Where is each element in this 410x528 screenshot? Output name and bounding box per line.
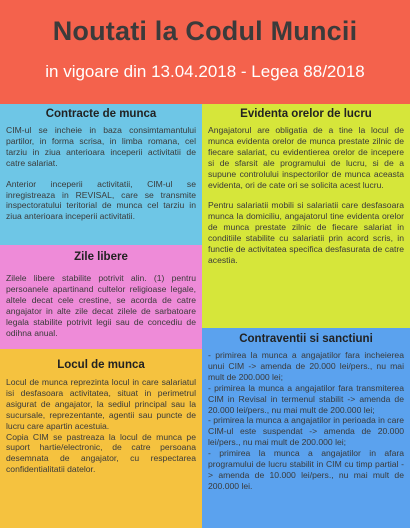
section-contracte	[0, 104, 202, 245]
section-title-evidenta: Evidenta orelor de lucru	[240, 108, 372, 120]
locul-paragraph-1: Locul de munca reprezinta locul in care salariatul isi desfasoara activitatea, situat in perimetrul asigurat de angajator, la sediul principal sau la sucursale, reprezentante, agentii sau puncte de lucru care apartin acestuia.	[6, 377, 196, 431]
section-title-contracte: Contracte de munca	[45, 108, 157, 120]
section-sanctiuni	[202, 328, 410, 528]
page-title: Noutati la Codul Muncii	[52, 16, 358, 46]
contracte-paragraph-1: CIM-ul se incheie in baza consimtamantului partilor, in forma scrisa, in limba romana, cel tarziu in ziua anterioara inceperii activitatii de catre salariat.	[6, 125, 196, 168]
contracte-paragraph-2: Anterior inceperii activitatii, CIM-ul se inregistreaza in REVISAL, care se transmite inspectoratului teritorial de munca cel tarziu in ziua anterioara inceperii activitatii.	[6, 178, 196, 222]
section-title-sanctiuni: Contraventii si sanctiuni	[239, 333, 373, 345]
sanctiune-item-3: - primirea la munca a angajatilor in perioada in care CIM-ul este suspendat -> amenda de 20.000 lei/pers., nu mai mult de 200.000 lei;	[208, 415, 404, 448]
section-zile-libere	[0, 245, 202, 349]
section-evidenta	[202, 104, 410, 328]
evidenta-paragraph-2: Pentru salariatii mobili si salariatii care desfasoara munca la domiciliu, angajatorul tine evidenta orelor de munca prestate zilnic de fiecare salariat in conditiile stabilite cu salariatii prin acord scris, in functie de activitatea specifica desfasurata de catre acestia.	[208, 200, 404, 265]
sanctiune-item-2: - primirea la munca a angajatilor fara transmiterea CIM in Revisal in termenul stabilit -> amenda de 20.000 lei/pers., nu mai mult de 200.000 lei;	[208, 382, 404, 415]
section-title-zile: Zile libere	[74, 251, 128, 263]
section-locul-de-munca	[0, 349, 202, 528]
sanctiune-item-1: - primirea la munca a angajatilor fara incheierea unui CIM -> amenda de 20.000 lei/pers., nu mai mult de 200.000 lei;	[208, 350, 404, 382]
section-title-locul: Locul de munca	[57, 359, 145, 371]
sanctiune-item-4: - primirea la munca a angajatilor in afara programului de lucru stabilit in CIM cu timp partial -> amenda de 10.000 lei/pers., nu mai mult de 200.000 lei.	[208, 448, 404, 491]
header-banner	[0, 0, 410, 104]
zile-paragraph-1: Zilele libere stabilite potrivit alin. (1) pentru persoanele apartinand cultelor religioase legale, altele decat cele crestine, se acorda de catre angajator in alte zile decat zilele de sarbatoare legala stabilite potrivit legii sau de concediu de odihna anual.	[6, 273, 196, 338]
locul-paragraph-2: Copia CIM se pastreaza la locul de munca pe suport hartie/electronic, de catre persoana desemnata de angajator, cu respectarea confidentialitatii datelor.	[6, 431, 196, 475]
page-subtitle: in vigoare din 13.04.2018 - Legea 88/2018	[45, 62, 365, 81]
evidenta-paragraph-1: Angajatorul are obligatia de a tine la locul de munca evidenta orelor de munca prestate zilnic de fiecare salariat, cu evidentierea orelor de incepere si de sfarsit ale programului de lucru, si de a supune controlului inspectorilor de munca aceasta evidenta, ori de cate ori se solicita acest lucru.	[208, 125, 404, 190]
